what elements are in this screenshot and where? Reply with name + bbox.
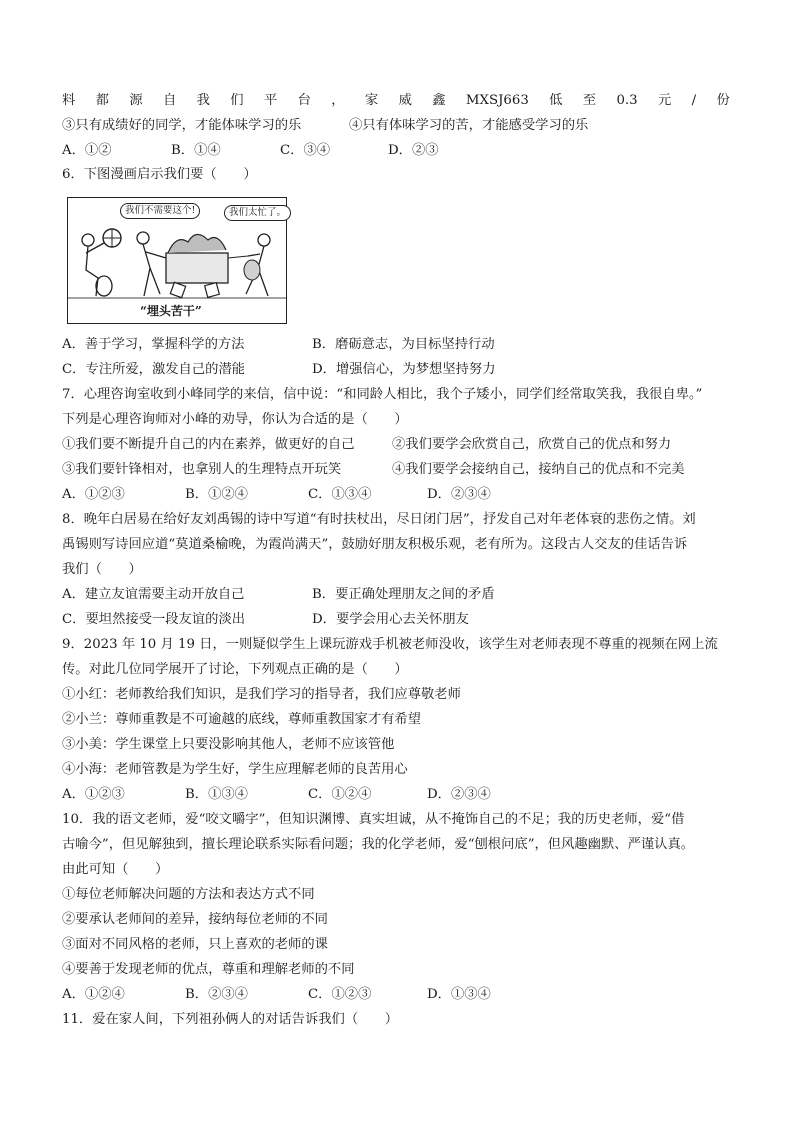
header-char: 我 <box>196 93 210 108</box>
header-char: 料 <box>62 93 76 108</box>
header-char: 元 <box>657 93 672 108</box>
q7-item-1: ①我们要不断提升自己的内在素养，做更好的自己 <box>62 437 355 452</box>
q10-option-b: B．②③④ <box>185 987 248 1002</box>
q7-item-2: ②我们要学会欣赏自己，欣赏自己的优点和努力 <box>392 437 672 452</box>
q5-option-a: A．①② <box>62 143 112 158</box>
q6-option-a: A．善于学习，掌握科学的方法 <box>62 337 245 352</box>
q10-stem-line-2: 古喻今”，但见解独到，擅长理论联系实际看问题；我的化学老师，爱“刨根问底”，但风趣幽默、严谨认真。 <box>62 837 695 852</box>
q9-item-2: ②小兰：尊师重教是不可逾越的底线，尊师重教国家才有希望 <box>62 712 422 727</box>
q6-comic-image <box>67 197 287 324</box>
header-line <box>62 92 730 110</box>
header-char: 自 <box>162 93 177 108</box>
q9-option-b: B．①③④ <box>185 787 248 802</box>
q9-option-a: A．①②③ <box>62 787 125 802</box>
q10-option-a: A．①②④ <box>62 987 125 1002</box>
q5-option-b: B．①④ <box>171 143 221 158</box>
q9-stem-line-2: 传。对此几位同学展开了讨论，下列观点正确的是（ ） <box>62 662 408 677</box>
header-char: 鑫 <box>432 93 446 108</box>
header-char: 0.3 <box>616 93 638 108</box>
comic-bubble-right: 我们太忙了。 <box>224 205 291 221</box>
q5-item-3: ③只有成绩好的同学，才能体味学习的乐 <box>62 118 302 133</box>
q7-option-b: B．①②④ <box>185 487 248 502</box>
q8-stem-line-1: 8．晚年白居易在给好友刘禹锡的诗中写道“有时扶杖出，尽日闭门居”，抒发自己对年老体衰的悲伤之情。刘 <box>62 512 696 527</box>
q7-item-3: ③我们要针锋相对，也拿别人的生理特点开玩笑 <box>62 462 342 477</box>
q11-stem: 11．爱在家人间，下列祖孙俩人的对话告诉我们（ ） <box>62 1012 399 1027</box>
q6-option-b: B．磨砺意志，为目标坚持行动 <box>312 337 495 352</box>
header-char: ， <box>331 93 345 108</box>
q8-stem-line-2: 禹锡则写诗回应道“莫道桑榆晚，为霞尚满天”，鼓励好朋友积极乐观，老有所为。这段古人交友的佳话告诉 <box>62 537 688 552</box>
header-char: / <box>691 93 697 108</box>
q10-stem-line-1: 10．我的语文老师，爱“咬文嚼字”，但知识渊博、真实坦诚，从不掩饰自己的不足；我的历史老师，爱“借 <box>62 812 685 827</box>
q10-option-c: C．①②③ <box>308 987 372 1002</box>
header-char: 源 <box>129 93 143 108</box>
header-char: 份 <box>716 93 730 108</box>
q7-stem-line-1: 7．心理咨询室收到小峰同学的来信，信中说：“和同龄人相比，我个子矮小，同学们经常取笑我，我很自卑。” <box>62 387 703 402</box>
q8-option-c: C．要坦然接受一段友谊的淡出 <box>62 612 246 627</box>
q5-option-c: C．③④ <box>280 143 331 158</box>
q10-option-d: D．①③④ <box>427 987 491 1002</box>
q9-item-4: ④小海：老师管教是为学生好，学生应理解老师的良苦用心 <box>62 762 408 777</box>
q8-stem-line-3: 我们（ ） <box>62 562 142 577</box>
q8-option-b: B．要正确处理朋友之间的矛盾 <box>312 587 495 602</box>
q10-stem-line-3: 由此可知（ ） <box>62 862 169 877</box>
header-char: 威 <box>398 93 412 108</box>
q9-item-3: ③小美：学生课堂上只要没影响其他人，老师不应该管他 <box>62 737 395 752</box>
header-char: 低 <box>549 93 563 108</box>
comic-bubble-left: 我们不需要这个! <box>120 203 200 219</box>
q9-item-1: ①小红：老师教给我们知识，是我们学习的指导者，我们应尊敬老师 <box>62 687 461 702</box>
header-char: 家 <box>364 93 379 108</box>
q8-option-a: A．建立友谊需要主动开放自己 <box>62 587 245 602</box>
q9-option-d: D．②③④ <box>427 787 491 802</box>
header-char: 都 <box>95 93 109 108</box>
q7-stem-line-2: 下列是心理咨询师对小峰的劝导，你认为合适的是（ ） <box>62 412 408 427</box>
header-char: MXSJ663 <box>465 93 529 108</box>
header-char: 们 <box>230 93 244 108</box>
q9-stem-line-1: 9．2023 年 10 月 19 日，一则疑似学生上课玩游戏手机被老师没收，该学生对老师表现不尊重的视频在网上流 <box>62 637 718 652</box>
q7-option-d: D．②③④ <box>427 487 491 502</box>
q9-option-c: C．①②④ <box>308 787 372 802</box>
header-char: 至 <box>582 93 597 108</box>
q7-item-4: ④我们要学会接纳自己，接纳自己的优点和不完美 <box>392 462 685 477</box>
q8-option-d: D．要学会用心去关怀朋友 <box>312 612 469 627</box>
q10-item-1: ①每位老师解决问题的方法和表达方式不同 <box>62 887 315 902</box>
q6-option-c: C．专注所爱，激发自己的潜能 <box>62 362 246 377</box>
header-char: 平 <box>263 93 278 108</box>
header-char: 台 <box>297 93 311 108</box>
comic-caption: “埋头苦干” <box>140 304 202 318</box>
q6-stem: 6．下图漫画启示我们要（ ） <box>62 167 257 182</box>
q10-item-4: ④要善于发现老师的优点，尊重和理解老师的不同 <box>62 962 355 977</box>
q10-item-2: ②要承认老师间的差异，接纳每位老师的不同 <box>62 912 328 927</box>
q10-item-3: ③面对不同风格的老师，只上喜欢的老师的课 <box>62 937 328 952</box>
q7-option-a: A．①②③ <box>62 487 125 502</box>
q5-item-4: ④只有体味学习的苦，才能感受学习的乐 <box>349 118 589 133</box>
q7-option-c: C．①③④ <box>308 487 372 502</box>
q5-option-d: D．②③ <box>388 143 439 158</box>
q6-option-d: D．增强信心，为梦想坚持努力 <box>312 362 496 377</box>
